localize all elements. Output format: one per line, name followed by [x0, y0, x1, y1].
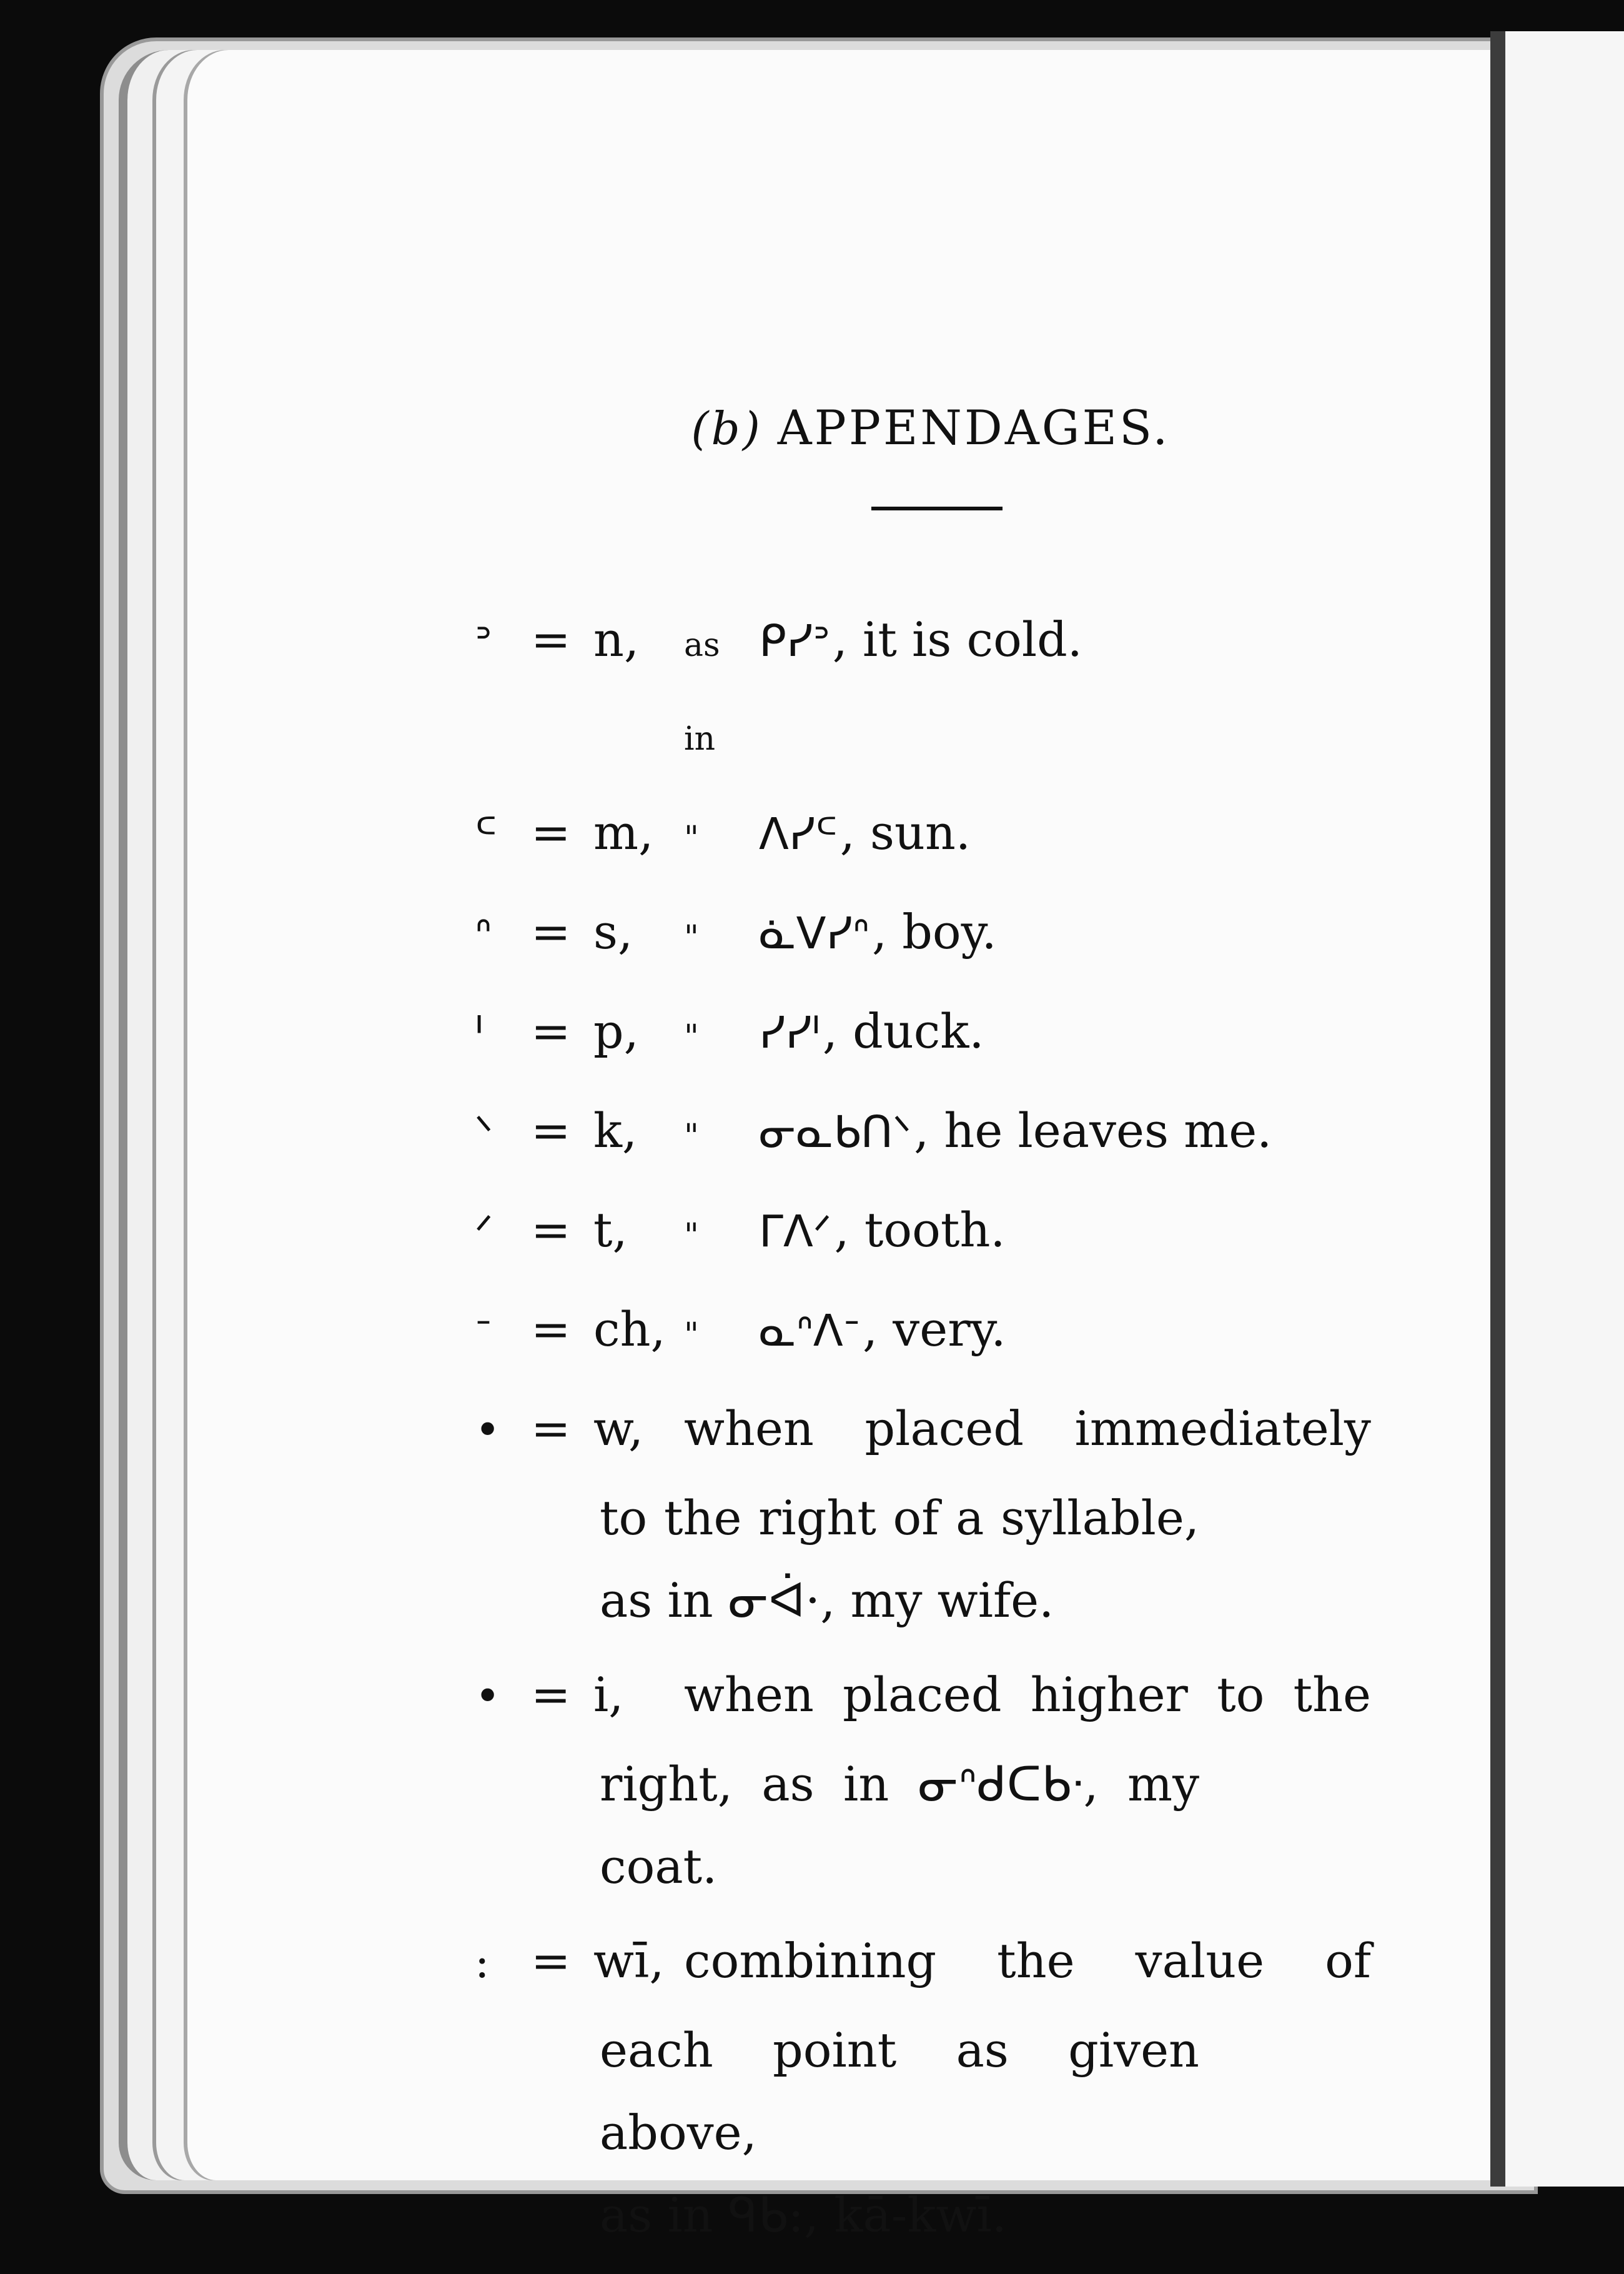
- appendage-symbol: ᐟ: [475, 1206, 493, 1257]
- sound-value: s,: [593, 904, 633, 960]
- appendage-row: [475, 1382, 1387, 1477]
- appendage-row: [475, 786, 1387, 885]
- example-lead: ": [684, 1316, 699, 1354]
- equals-sign: =: [531, 1401, 571, 1456]
- appendage-symbol: •: [475, 1671, 501, 1722]
- appendage-row: [475, 985, 1387, 1084]
- appendage-symbol: :: [475, 1937, 490, 1988]
- appendage-row: [475, 1183, 1387, 1283]
- description-continuation: as in ᑫᑲ:, kā-kwī.: [600, 2187, 1007, 2243]
- sound-value: wī,: [593, 1933, 665, 1989]
- example-gloss: , duck.: [822, 1003, 984, 1059]
- example-gloss: , he leaves me.: [914, 1103, 1272, 1158]
- syllabic-example: ᓂᓇᑲᑎᐠ: [759, 1106, 912, 1158]
- appendage-row: [475, 1648, 1387, 1743]
- appendage-symbol: ᐢ: [475, 908, 492, 959]
- example-gloss: , boy.: [871, 904, 997, 960]
- description-line: when placed higher to the: [684, 1667, 1371, 1722]
- row-gap: [475, 1908, 1387, 1914]
- sound-value: m,: [593, 805, 654, 860]
- description-continuation: coat.: [600, 1839, 718, 1894]
- example-gloss: , it is cold.: [832, 612, 1082, 667]
- appendage-row: [475, 593, 1387, 786]
- example-gloss: , sun.: [839, 805, 971, 860]
- example-lead: ": [684, 919, 699, 956]
- appendage-row: [475, 1084, 1387, 1183]
- syllabic-example: ᒥᐱᐟ: [759, 1206, 832, 1257]
- appendage-symbol: ᐨ: [475, 1305, 492, 1356]
- description-line: combining the value of: [684, 1933, 1371, 1989]
- equals-sign: =: [531, 612, 571, 667]
- appendage-symbol: ᐣ: [475, 615, 492, 667]
- description-continuation: as in ᓂᐋ·, my wife.: [600, 1572, 1054, 1628]
- sound-value: k,: [593, 1103, 638, 1158]
- example-lead: ": [684, 1217, 699, 1254]
- equals-sign: =: [531, 1103, 571, 1158]
- description-continuation: right, as in ᓂᐢᑯᑕᑲᐧ, my: [600, 1756, 1199, 1812]
- example-lead: ": [684, 820, 699, 857]
- appendage-row: [475, 885, 1387, 985]
- section-title: APPENDAGES.: [777, 400, 1171, 455]
- appendage-symbol: •: [475, 1404, 501, 1456]
- appendage-row: [475, 1914, 1387, 2009]
- example-lead: as in: [684, 627, 720, 758]
- sound-value: w,: [593, 1401, 644, 1456]
- appendage-symbol: ᐠ: [475, 1106, 493, 1158]
- sound-value: p,: [593, 1003, 639, 1059]
- description-continuation: each point as given above,: [600, 2022, 1199, 2160]
- facing-page-edge: [1490, 31, 1624, 2187]
- equals-sign: =: [531, 805, 571, 860]
- example-lead: ": [684, 1018, 699, 1056]
- appendage-list: [475, 593, 1387, 1382]
- appendage-symbol: ᒼ: [475, 808, 497, 860]
- row-gap: [475, 2257, 1387, 2263]
- syllabic-example: ᓈᐯᓯᐢ: [759, 908, 869, 959]
- equals-sign: =: [531, 1667, 571, 1722]
- section-mark: (b): [691, 402, 763, 455]
- appendages-section: [475, 400, 1387, 2263]
- sound-value: t,: [593, 1202, 628, 1258]
- sound-value: n,: [593, 612, 640, 667]
- equals-sign: =: [531, 1933, 571, 1989]
- example-gloss: , tooth.: [834, 1202, 1006, 1258]
- heading-rule: [871, 507, 1003, 510]
- equals-sign: =: [531, 1301, 571, 1357]
- description-line: when placed immediately: [684, 1401, 1371, 1456]
- appendage-row: [475, 1283, 1387, 1382]
- sound-value: ch,: [593, 1301, 666, 1357]
- example-gloss: , very.: [862, 1301, 1006, 1357]
- syllabic-example: ᓯᓯᑊ: [759, 1007, 820, 1058]
- section-heading: [475, 400, 1387, 455]
- equals-sign: =: [531, 904, 571, 960]
- appendage-symbol: ᑊ: [475, 1007, 483, 1058]
- example-lead: ": [684, 1118, 699, 1155]
- equals-sign: =: [531, 1003, 571, 1059]
- description-continuation: to the right of a syllable,: [600, 1490, 1199, 1546]
- row-gap: [475, 1642, 1387, 1648]
- syllabic-example: ᑭᓯᐣ: [759, 615, 830, 667]
- appendage-extended-list: [475, 1382, 1387, 2263]
- syllabic-example: ᓇᐢᐱᐨ: [759, 1305, 860, 1356]
- syllabic-example: ᐱᓯᒼ: [759, 808, 838, 860]
- sound-value: i,: [593, 1667, 624, 1722]
- equals-sign: =: [531, 1202, 571, 1258]
